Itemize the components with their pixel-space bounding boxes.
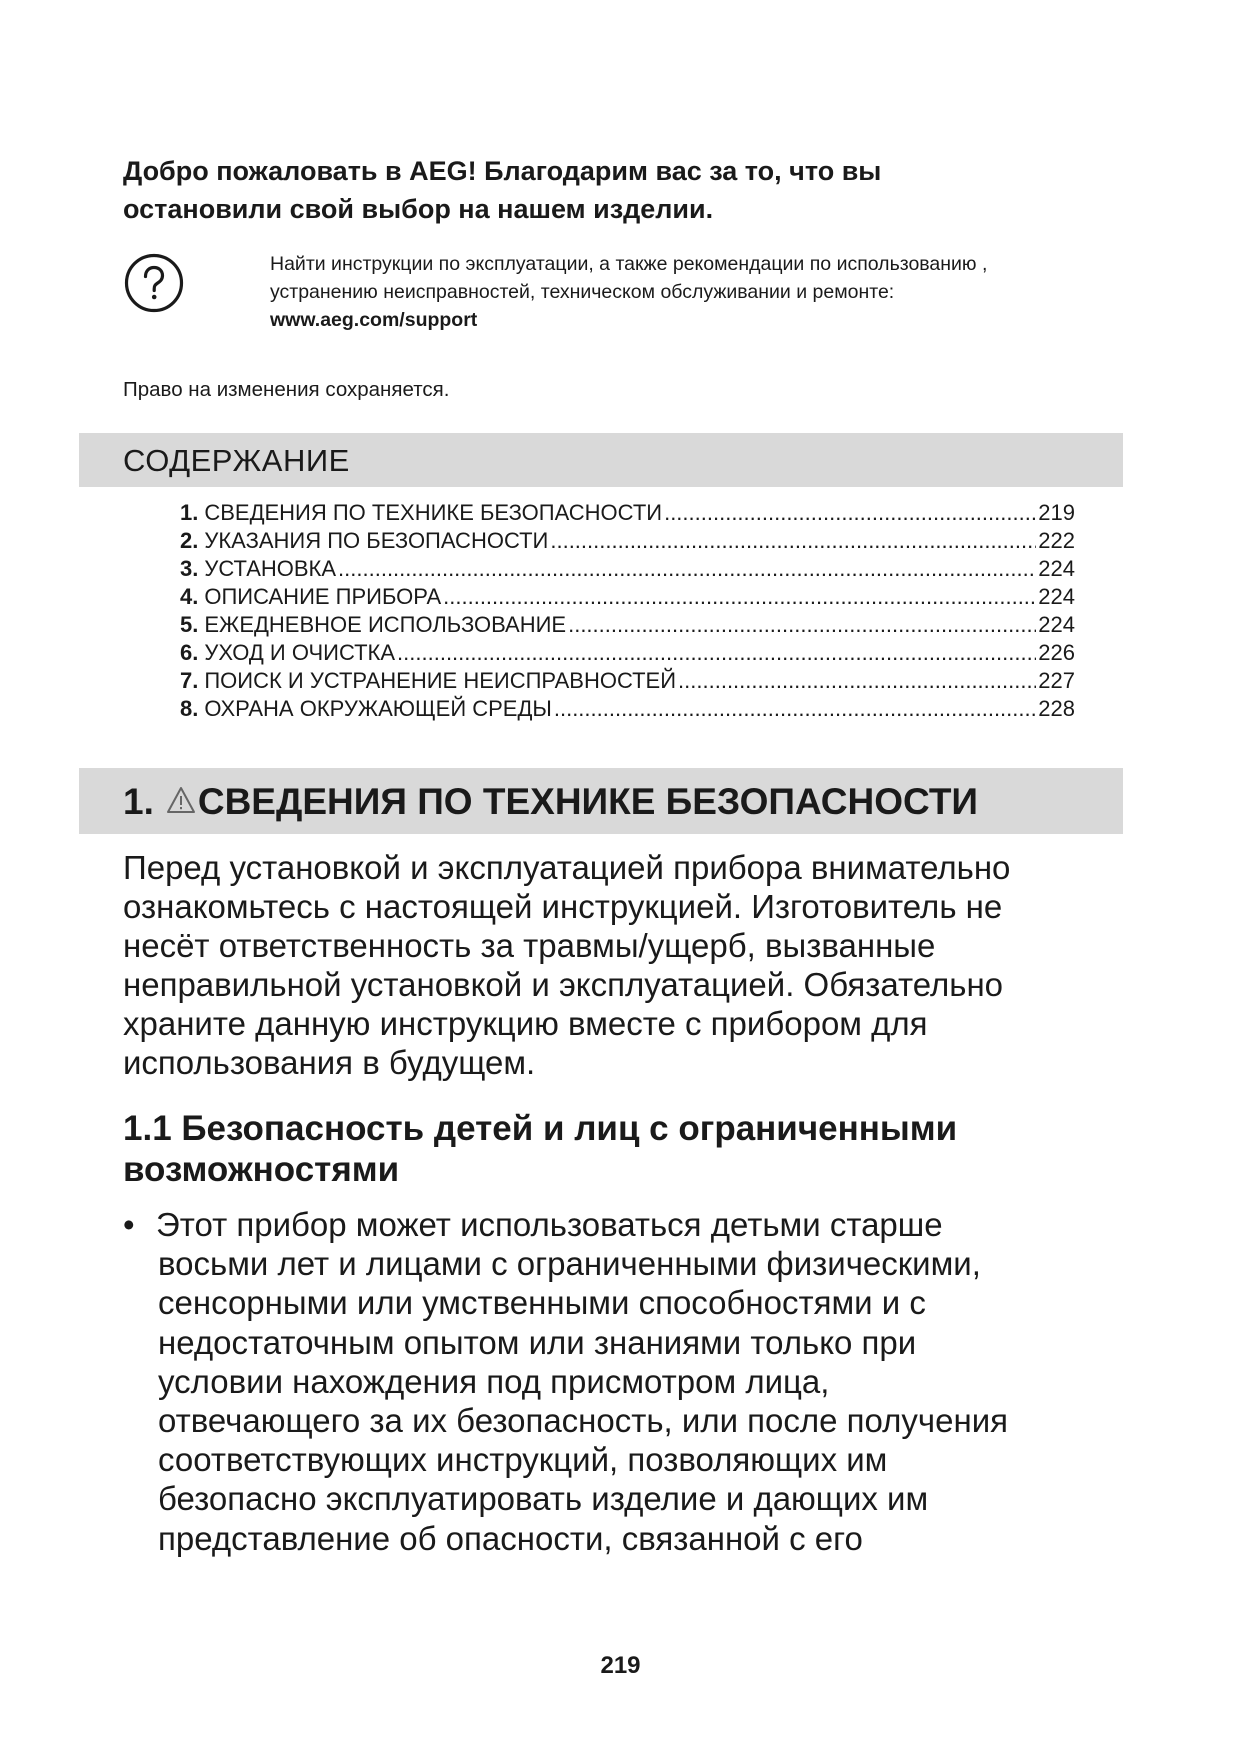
toc-item-label: ПОИСК И УСТРАНЕНИЕ НЕИСПРАВНОСТЕЙ xyxy=(204,668,677,693)
toc-item-label: ОХРАНА ОКРУЖАЮЩЕЙ СРЕДЫ xyxy=(204,696,552,721)
support-info-line-1: Найти инструкции по эксплуатации, а также рекомендации по использованию , xyxy=(270,253,988,275)
toc-item-label: ЕЖЕДНЕВНОЕ ИСПОЛЬЗОВАНИЕ xyxy=(204,612,567,637)
bullet-mark: • xyxy=(123,1206,135,1243)
warning-triangle-icon xyxy=(166,785,196,815)
intro-line: использования в будущем. xyxy=(123,1044,536,1081)
toc-leader-dots xyxy=(554,695,1036,723)
welcome-heading xyxy=(123,152,1023,228)
toc-leader-dots xyxy=(568,611,1036,639)
toc-item-number: 7. xyxy=(180,668,199,693)
toc-item-number: 8. xyxy=(180,696,199,721)
toc-item-label: СВЕДЕНИЯ ПО ТЕХНИКЕ БЕЗОПАСНОСТИ xyxy=(204,500,663,525)
toc-item-number: 6. xyxy=(180,640,199,665)
toc-item-page: 224 xyxy=(1038,556,1075,581)
bullet-line: недостаточным опытом или знаниями только при xyxy=(158,1323,917,1361)
intro-line: несёт ответственность за травмы/ущерб, вызванные xyxy=(123,927,936,964)
toc-title: СОДЕРЖАНИЕ xyxy=(123,443,350,478)
subsection-title-line-1: 1.1 Безопасность детей и лиц с ограниченными xyxy=(123,1109,958,1148)
intro-line: Перед установкой и эксплуатацией прибора внимательно xyxy=(123,849,1011,886)
welcome-line-1: Добро пожаловать в AEG! Благодарим вас за то, что вы xyxy=(123,156,882,186)
toc-item xyxy=(180,667,1075,695)
toc-item xyxy=(180,639,1075,667)
toc-leader-dots xyxy=(443,583,1036,611)
subsection-title-line-2: возможностями xyxy=(123,1150,400,1189)
bullet-text xyxy=(123,1205,1123,1558)
toc-item-label: ОПИСАНИЕ ПРИБОРА xyxy=(204,584,442,609)
bullet-line: безопасно эксплуатировать изделие и дающих им xyxy=(158,1480,929,1518)
toc-item xyxy=(180,499,1075,527)
bullet-line: Этот прибор может использоваться детьми старше xyxy=(156,1206,943,1243)
toc-item-page: 219 xyxy=(1038,500,1075,525)
toc-item xyxy=(180,583,1075,611)
toc-item xyxy=(180,695,1075,723)
toc-item-number: 1. xyxy=(180,500,199,525)
section-title-text: СВЕДЕНИЯ ПО ТЕХНИКЕ БЕЗОПАСНОСТИ xyxy=(197,781,979,822)
question-circle-icon xyxy=(123,252,185,314)
bullet-line: условии нахождения под присмотром лица, xyxy=(158,1362,830,1400)
toc-leader-dots xyxy=(678,667,1036,695)
toc-item-page: 226 xyxy=(1038,640,1075,665)
bullet-line: восьми лет и лицами с ограниченными физическими, xyxy=(158,1245,981,1283)
support-url: www.aeg.com/support xyxy=(270,309,478,331)
bullet-line: отвечающего за их безопасность, или после получения xyxy=(158,1402,1009,1440)
rights-notice: Право на изменения сохраняется. xyxy=(123,378,450,401)
page-number: 219 xyxy=(600,1652,641,1679)
toc-item-label: УХОД И ОЧИСТКА xyxy=(204,640,396,665)
bullet-line: сенсорными или умственными способностями и с xyxy=(158,1284,926,1322)
bullet-line: соответствующих инструкций, позволяющих им xyxy=(158,1441,888,1479)
toc-item-label: УКАЗАНИЯ ПО БЕЗОПАСНОСТИ xyxy=(204,528,549,553)
toc-item-page: 227 xyxy=(1038,668,1075,693)
toc-list xyxy=(180,499,1075,723)
toc-item xyxy=(180,527,1075,555)
intro-line: ознакомьтесь с настоящей инструкцией. Изготовитель не xyxy=(123,888,1003,925)
toc-item-label: УСТАНОВКА xyxy=(204,556,337,581)
toc-item-page: 224 xyxy=(1038,584,1075,609)
support-info-line-2: устранению неисправностей, техническом обслуживании и ремонте: xyxy=(270,281,895,303)
toc-leader-dots xyxy=(338,555,1036,583)
subsection-title xyxy=(123,1108,1123,1190)
support-info xyxy=(270,250,1130,334)
toc-leader-dots xyxy=(664,499,1036,527)
section-intro-paragraph xyxy=(123,848,1123,1082)
intro-line: храните данную инструкцию вместе с прибором для xyxy=(123,1005,928,1042)
toc-item-page: 228 xyxy=(1038,696,1075,721)
toc-item-number: 4. xyxy=(180,584,199,609)
bullet-line: представление об опасности, связанной с его xyxy=(158,1519,863,1557)
toc-item-page: 222 xyxy=(1038,528,1075,553)
bullet-paragraph xyxy=(123,1205,1123,1558)
welcome-line-2: остановили свой выбор на нашем изделии. xyxy=(123,194,714,224)
toc-leader-dots xyxy=(550,527,1036,555)
toc-item-number: 2. xyxy=(180,528,199,553)
toc-item-page: 224 xyxy=(1038,612,1075,637)
toc-item-number: 3. xyxy=(180,556,199,581)
toc-item xyxy=(180,555,1075,583)
toc-item-number: 5. xyxy=(180,612,199,637)
toc-item xyxy=(180,611,1075,639)
section-title xyxy=(123,779,978,825)
section-number: 1. xyxy=(123,781,154,822)
intro-line: неправильной установкой и эксплуатацией. Обязательно xyxy=(123,966,1004,1003)
toc-leader-dots xyxy=(397,639,1036,667)
